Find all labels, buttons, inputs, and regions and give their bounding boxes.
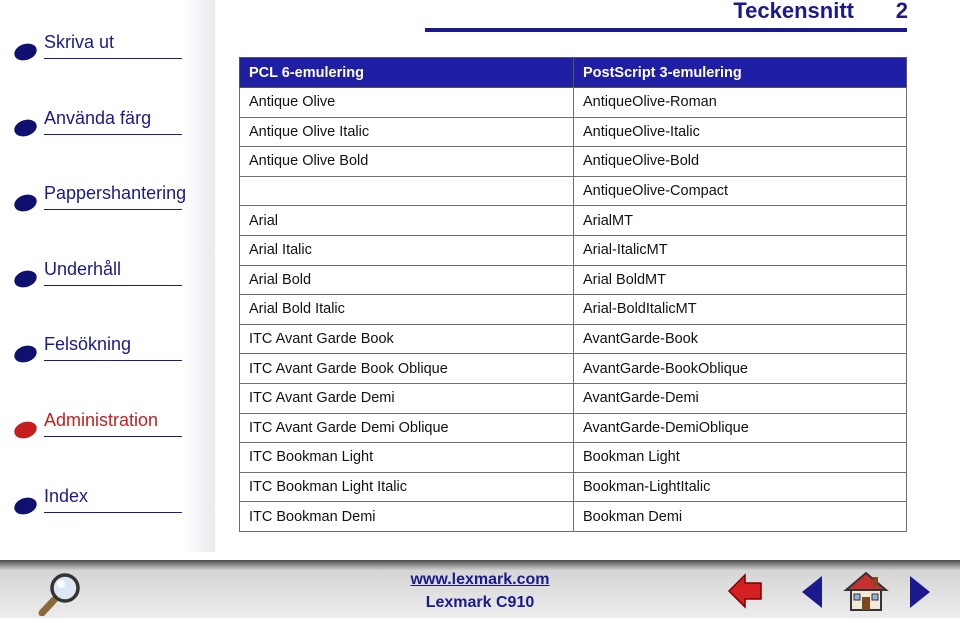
nav-item-label: Index	[44, 486, 89, 506]
pcl-font-cell: Antique Olive	[240, 88, 574, 118]
table-row	[240, 443, 907, 473]
postscript-font-cell: AvantGarde-DemiOblique	[574, 413, 907, 443]
postscript-font-cell: Arial BoldMT	[574, 265, 907, 295]
table-row	[240, 383, 907, 413]
table-row	[240, 88, 907, 118]
postscript-font-cell: Arial-ItalicMT	[574, 235, 907, 265]
footer-bar	[0, 560, 960, 618]
postscript-font-cell: Arial-BoldItalicMT	[574, 295, 907, 325]
table-row	[240, 354, 907, 384]
table-row	[240, 235, 907, 265]
table-row	[240, 324, 907, 354]
nav-underline	[44, 285, 182, 286]
nav-item-administration[interactable]	[0, 410, 205, 446]
postscript-font-cell: AntiqueOlive-Roman	[574, 88, 907, 118]
nav-bullet-icon	[12, 268, 39, 290]
pcl-font-cell: Arial	[240, 206, 574, 236]
pcl-font-cell: ITC Avant Garde Book	[240, 324, 574, 354]
pcl-font-cell: Arial Bold Italic	[240, 295, 574, 325]
postscript-font-cell: Bookman-LightItalic	[574, 472, 907, 502]
pcl-font-cell: ITC Bookman Demi	[240, 502, 574, 532]
nav-bullet-icon	[12, 117, 39, 139]
pcl-font-cell: Antique Olive Bold	[240, 147, 574, 177]
nav-item-label: Underhåll	[44, 259, 122, 279]
nav-item-label: Pappershantering	[44, 183, 187, 203]
postscript-font-cell: AvantGarde-BookOblique	[574, 354, 907, 384]
table-row	[240, 265, 907, 295]
pcl-font-cell: Arial Italic	[240, 235, 574, 265]
table-row	[240, 472, 907, 502]
table-row	[240, 147, 907, 177]
nav-bullet-icon	[12, 192, 39, 214]
postscript-font-cell: AvantGarde-Book	[574, 324, 907, 354]
page-number: 2	[895, 0, 908, 23]
nav-item-pappershantering[interactable]	[0, 183, 205, 219]
postscript-font-cell: ArialMT	[574, 206, 907, 236]
footer-url[interactable]: www.lexmark.com	[410, 571, 550, 588]
nav-item-label: Skriva ut	[44, 32, 115, 52]
nav-bullet-icon	[12, 343, 39, 365]
table-row	[240, 295, 907, 325]
table-row	[240, 206, 907, 236]
nav-underline	[44, 512, 182, 513]
home-icon[interactable]	[843, 570, 889, 614]
nav-underline	[44, 58, 182, 59]
font-mapping-table	[239, 57, 907, 532]
footer-product: Lexmark C910	[425, 594, 535, 611]
postscript-font-cell: AvantGarde-Demi	[574, 383, 907, 413]
nav-item-felsokning[interactable]	[0, 334, 205, 370]
nav-underline	[44, 209, 182, 210]
nav-item-label: Använda färg	[44, 108, 152, 128]
nav-item-underhall[interactable]	[0, 259, 205, 295]
pcl-font-cell	[240, 176, 574, 206]
pcl-font-cell: ITC Avant Garde Book Oblique	[240, 354, 574, 384]
postscript-font-cell: AntiqueOlive-Italic	[574, 117, 907, 147]
pcl-font-cell: ITC Bookman Light	[240, 443, 574, 473]
nav-item-skriva-ut[interactable]	[0, 32, 205, 68]
table-header-row	[240, 58, 907, 88]
nav-underline	[44, 360, 182, 361]
pcl-font-cell: Antique Olive Italic	[240, 117, 574, 147]
pcl-font-cell: ITC Bookman Light Italic	[240, 472, 574, 502]
nav-underline	[44, 134, 182, 135]
next-page-icon[interactable]	[908, 574, 932, 610]
postscript-font-cell: Bookman Demi	[574, 502, 907, 532]
sidebar-nav	[0, 0, 215, 552]
table-row	[240, 413, 907, 443]
pcl-font-cell: ITC Avant Garde Demi Oblique	[240, 413, 574, 443]
nav-bullet-icon	[12, 495, 39, 517]
nav-underline	[44, 436, 182, 437]
postscript-font-cell: AntiqueOlive-Compact	[574, 176, 907, 206]
nav-bullet-icon	[12, 41, 39, 63]
prev-page-icon[interactable]	[800, 574, 824, 610]
pcl-font-cell: Arial Bold	[240, 265, 574, 295]
table-row	[240, 502, 907, 532]
nav-bullet-icon	[12, 419, 39, 441]
nav-item-label: Administration	[44, 410, 159, 430]
column-header-postscript: PostScript 3-emulering	[574, 58, 907, 88]
table-body	[240, 88, 907, 532]
page-title: Teckensnitt	[733, 0, 854, 23]
postscript-font-cell: Bookman Light	[574, 443, 907, 473]
nav-item-anvanda-farg[interactable]	[0, 108, 205, 144]
column-header-pcl: PCL 6-emulering	[240, 58, 574, 88]
nav-item-index[interactable]	[0, 486, 205, 522]
header-rule	[425, 28, 907, 32]
nav-item-label: Felsökning	[44, 334, 132, 354]
pcl-font-cell: ITC Avant Garde Demi	[240, 383, 574, 413]
table-row	[240, 176, 907, 206]
table-row	[240, 117, 907, 147]
back-arrow-icon[interactable]	[727, 572, 763, 610]
postscript-font-cell: AntiqueOlive-Bold	[574, 147, 907, 177]
